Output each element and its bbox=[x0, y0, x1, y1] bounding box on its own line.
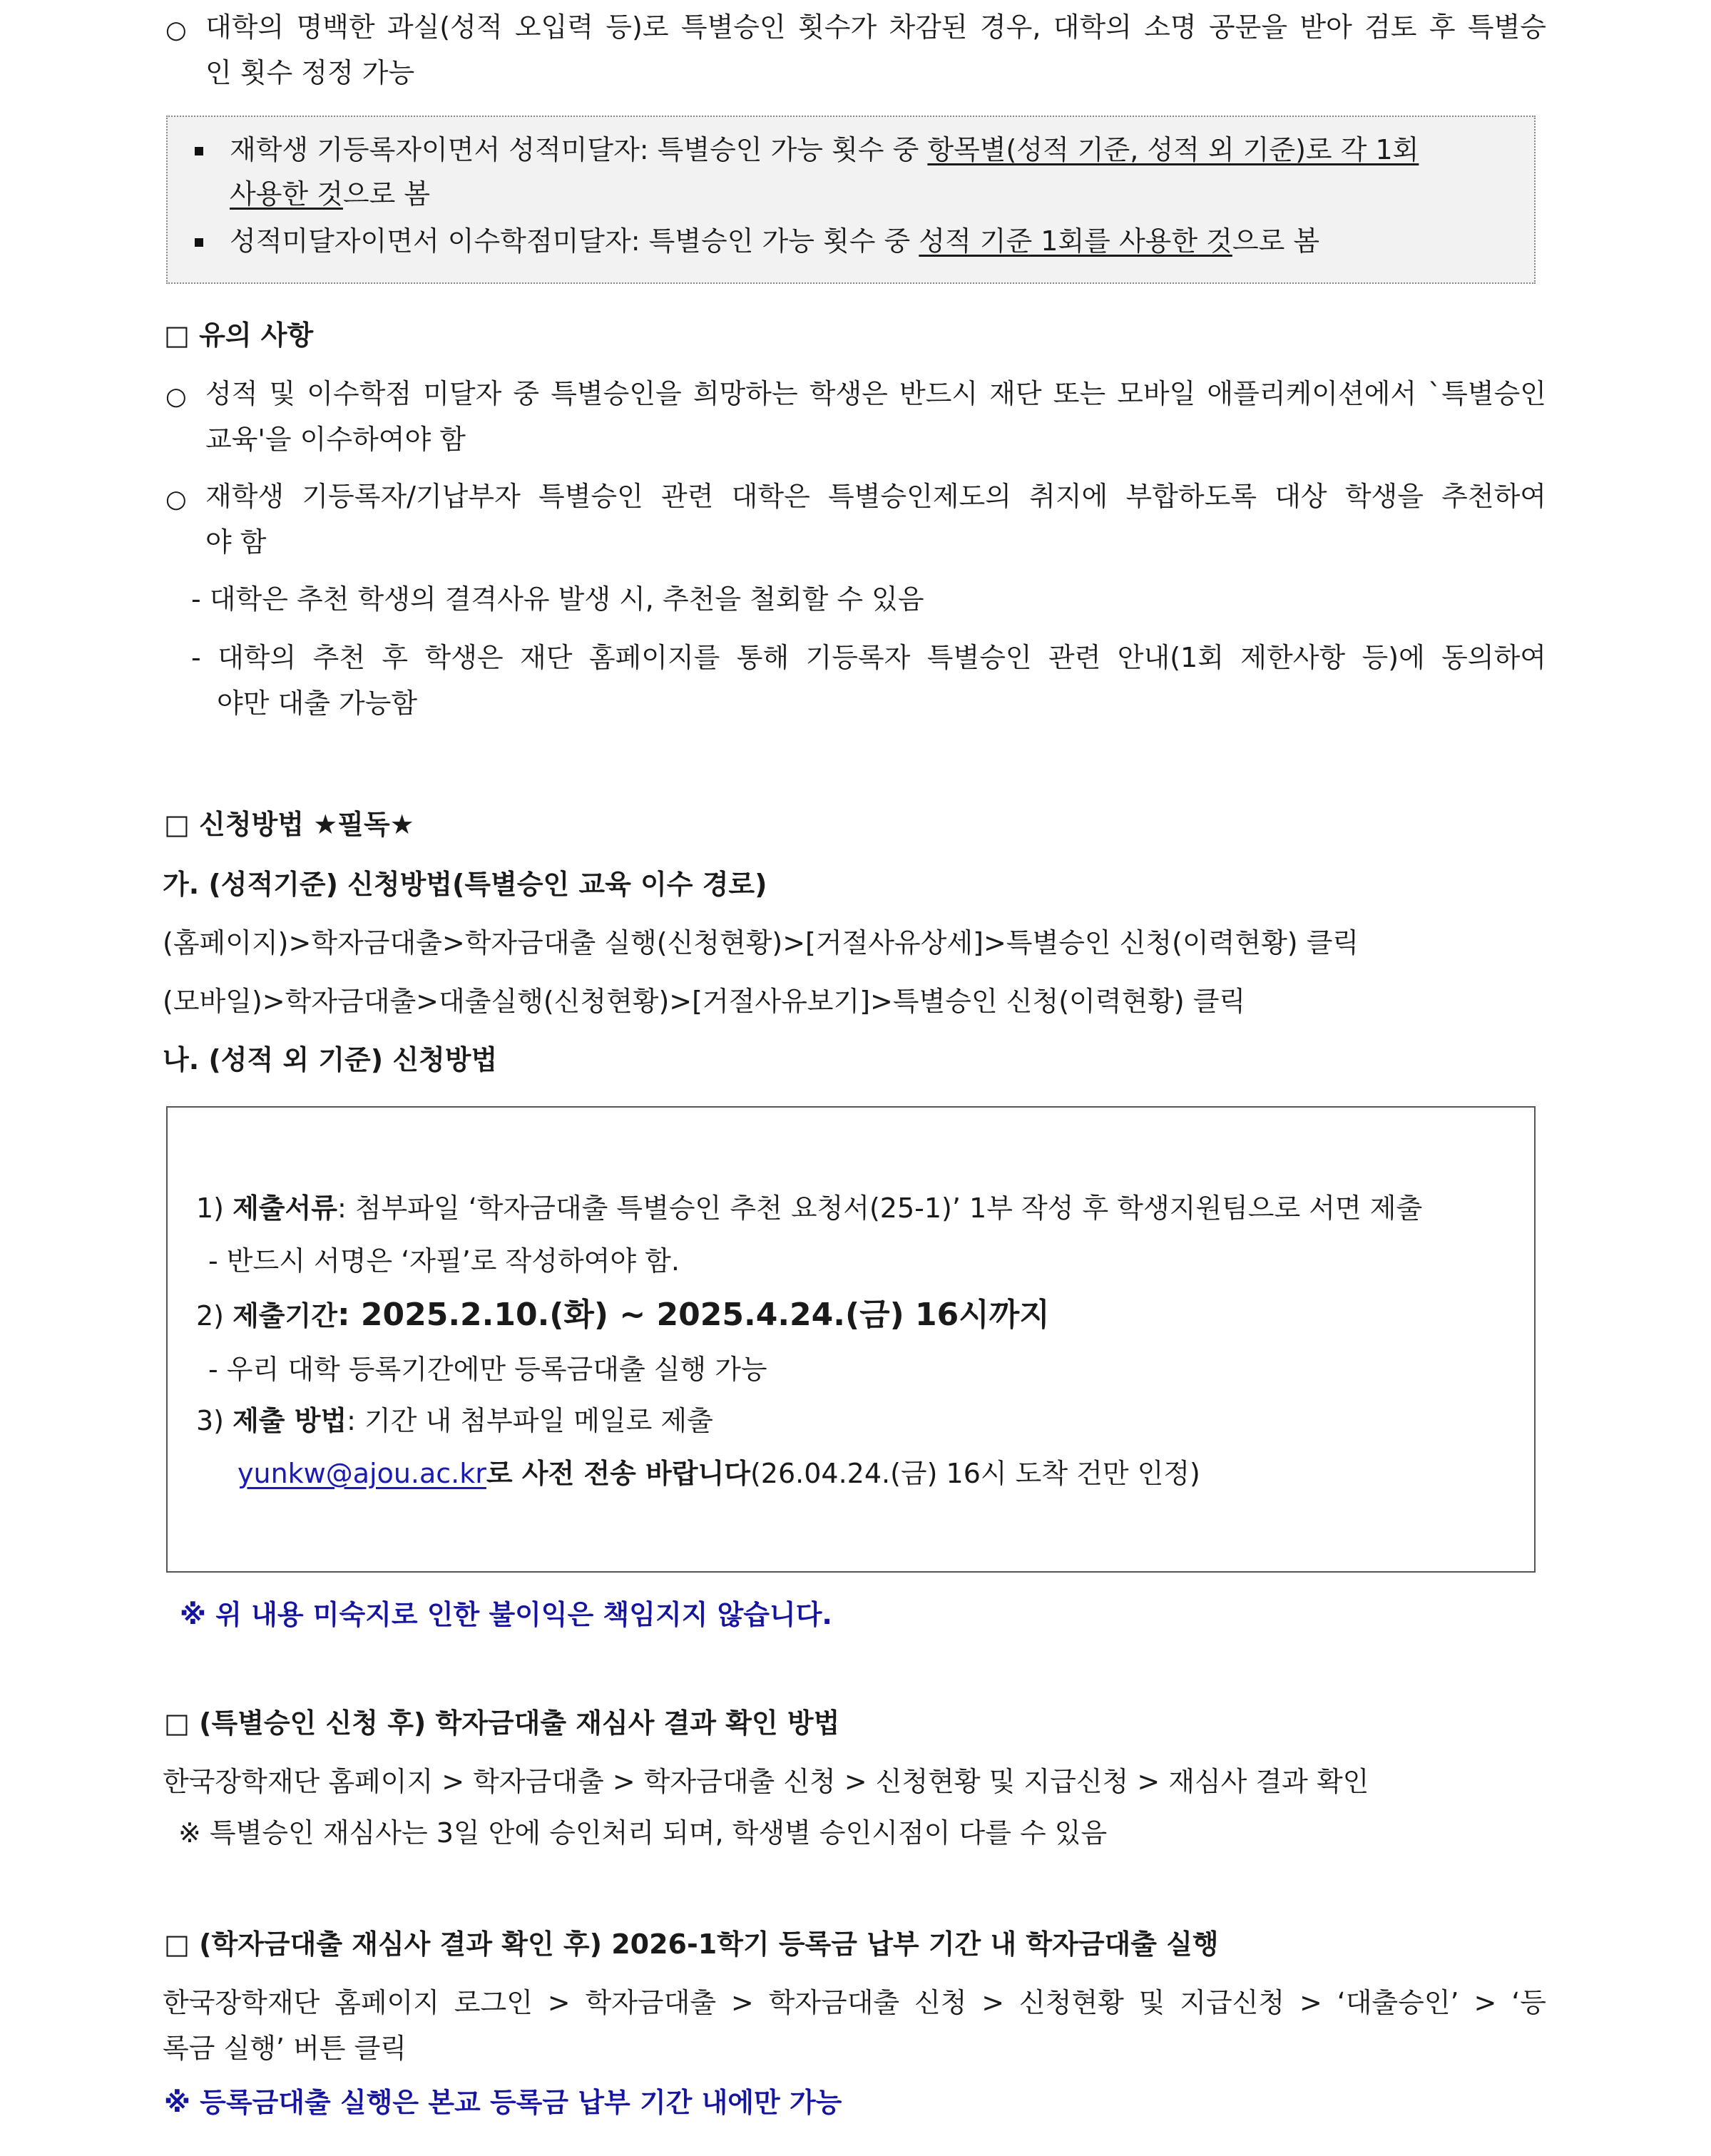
submission-period-text: : 2025.2.10.(화) ~ 2025.4.24.(금) 16시까지 bbox=[337, 1297, 1050, 1333]
notes-item-1-line1: 성적 및 이수학점 미달자 중 특별승인을 희망하는 학생은 반드시 재단 또는 모바일 애플리케이션에서 `특별승인 bbox=[205, 378, 1546, 409]
review-heading: □ (특별승인 신청 후) 학자금대출 재심사 결과 확인 방법 bbox=[164, 1707, 840, 1739]
rule-item-2-text: 성적미달자이면서 이수학점미달자: 특별승인 가능 횟수 중 bbox=[230, 225, 919, 257]
method-ga-path-mobile: (모바일)>학자금대출>대출실행(신청현황)>[거절사유보기]>특별승인 신청(이력현황) 클릭 bbox=[163, 986, 1246, 1017]
method-heading: □ 신청방법 ★필독★ bbox=[164, 809, 414, 840]
method-ga-title: 가. (성적기준) 신청방법(특별승인 교육 이수 경로) bbox=[163, 869, 767, 900]
item-number: 2) bbox=[196, 1300, 233, 1332]
item-number: 1) bbox=[196, 1192, 233, 1224]
rule-item-1-text: 재학생 기등록자이면서 성적미달자: 특별승인 가능 횟수 중 bbox=[230, 134, 928, 165]
square-bullet-icon bbox=[195, 147, 203, 155]
method-ga-path-homepage: (홈페이지)>학자금대출>학자금대출 실행(신청현황)>[거절사유상세]>특별승인 신청(이력현황) 클릭 bbox=[163, 927, 1359, 959]
submission-email-line bbox=[238, 1458, 1200, 1491]
notes-item-1-line2: 교육'을 이수하여야 함 bbox=[205, 424, 466, 455]
execution-warning: ※ 등록금대출 실행은 본교 등록금 납부 기간 내에만 가능 bbox=[164, 2087, 842, 2118]
paragraph-correction-line1: 대학의 명백한 과실(성적 오입력 등)로 특별승인 횟수가 차감된 경우, 대학의 소명 공문을 받아 검토 후 특별승 bbox=[205, 11, 1546, 43]
submission-box bbox=[166, 1106, 1536, 1573]
circle-bullet-icon: ○ bbox=[165, 485, 187, 514]
submission-method-text: : 기간 내 첨부파일 메일로 제출 bbox=[347, 1405, 713, 1436]
submission-method-label: 제출 방법 bbox=[233, 1405, 347, 1436]
paragraph-correction-line2: 인 횟수 정정 가능 bbox=[205, 57, 415, 88]
method-na-title: 나. (성적 외 기준) 신청방법 bbox=[163, 1044, 498, 1076]
notes-dash-2-line1: - 대학의 추천 후 학생은 재단 홈페이지를 통해 기등록자 특별승인 관련 안내(1회 제한사항 등)에 동의하여 bbox=[191, 642, 1546, 673]
submission-docs bbox=[196, 1192, 1422, 1225]
rule-item-1-underlined-cont: 사용한 것 bbox=[230, 178, 343, 210]
notes-item-2-line2: 야 함 bbox=[205, 526, 267, 558]
rule-item-1-underlined: 항목별(성적 기준, 성적 외 기준)로 각 1회 bbox=[927, 134, 1419, 165]
submission-docs-label: 제출서류 bbox=[233, 1192, 337, 1224]
square-bullet-icon bbox=[195, 238, 203, 247]
rule-item-2 bbox=[230, 225, 1319, 258]
submission-docs-text: : 첨부파일 ‘학자금대출 특별승인 추천 요청서(25-1)’ 1부 작성 후 학생지원팀으로 서면 제출 bbox=[337, 1192, 1423, 1224]
submission-docs-note: - 반드시 서명은 ‘자필’로 작성하여야 함. bbox=[208, 1245, 680, 1277]
rule-item-2-tail: 으로 봄 bbox=[1232, 225, 1320, 257]
rule-item-1 bbox=[230, 134, 1419, 167]
execution-path-line1: 한국장학재단 홈페이지 로그인 > 학자금대출 > 학자금대출 신청 > 신청현황 및 지급신청 > ‘대출승인’ > ‘등 bbox=[163, 1987, 1546, 2018]
execution-path-line2: 록금 실행’ 버튼 클릭 bbox=[163, 2033, 407, 2064]
item-number: 3) bbox=[196, 1405, 233, 1436]
review-path: 한국장학재단 홈페이지 > 학자금대출 > 학자금대출 신청 > 신청현황 및 지급신청 > 재심사 결과 확인 bbox=[163, 1766, 1369, 1797]
arrival-deadline: (26.04.24.(금) 16시 도착 건만 인정) bbox=[750, 1458, 1200, 1489]
notes-dash-1: - 대학은 추천 학생의 결격사유 발생 시, 추천을 철회할 수 있음 bbox=[191, 583, 924, 615]
send-instruction: 로 사전 전송 바랍니다 bbox=[486, 1458, 750, 1489]
rule-item-1-cont bbox=[230, 178, 430, 211]
circle-bullet-icon: ○ bbox=[165, 16, 187, 44]
submission-period bbox=[196, 1297, 1050, 1334]
review-note: ※ 특별승인 재심사는 3일 안에 승인처리 되며, 학생별 승인시점이 다를 수 있음 bbox=[178, 1817, 1108, 1849]
submission-period-label: 제출기간 bbox=[233, 1300, 337, 1332]
execution-heading: □ (학자금대출 재심사 결과 확인 후) 2026-1학기 등록금 납부 기간 내 학자금대출 실행 bbox=[164, 1928, 1219, 1960]
rule-item-1-tail: 으로 봄 bbox=[342, 178, 431, 210]
email-link[interactable]: yunkw@ajou.ac.kr bbox=[238, 1458, 486, 1489]
circle-bullet-icon: ○ bbox=[165, 382, 187, 411]
submission-period-note: - 우리 대학 등록기간에만 등록금대출 실행 가능 bbox=[208, 1354, 767, 1385]
notes-heading: □ 유의 사항 bbox=[164, 320, 314, 351]
submission-method bbox=[196, 1405, 713, 1438]
disclaimer-warning: ※ 위 내용 미숙지로 인한 불이익은 책임지지 않습니다. bbox=[180, 1599, 832, 1630]
rule-item-2-underlined: 성적 기준 1회를 사용한 것 bbox=[919, 225, 1232, 257]
notes-item-2-line1: 재학생 기등록자/기납부자 특별승인 관련 대학은 특별승인제도의 취지에 부합하도록 대상 학생을 추천하여 bbox=[205, 481, 1546, 512]
notes-dash-2-line2: 야만 대출 가능함 bbox=[217, 688, 418, 719]
